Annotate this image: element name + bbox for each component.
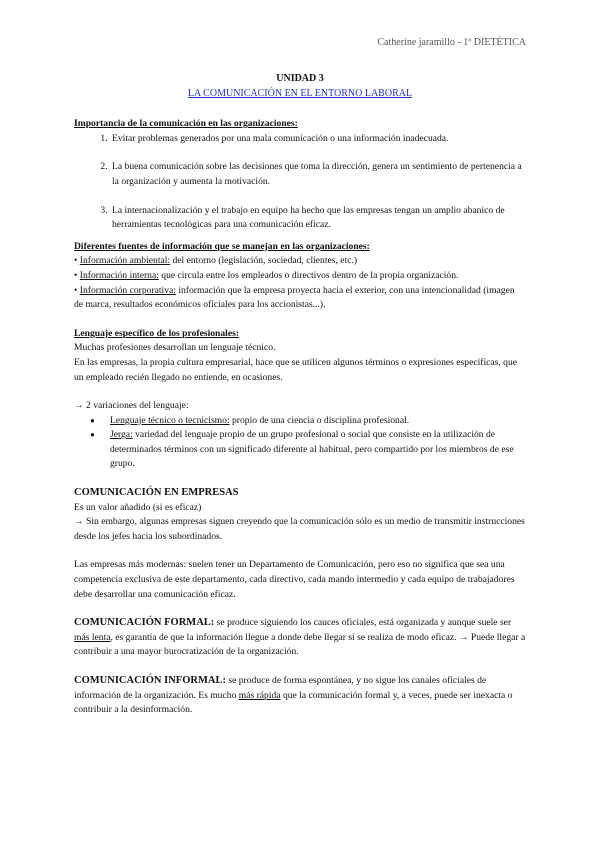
source-term: Información interna: [79, 269, 159, 281]
bullet: • [74, 255, 78, 267]
sources-item-corporativa [74, 284, 526, 313]
variation-text: variedad del lenguaje propio de un grupo profesional o social que consiste en la utilización de determinados términos con un significado diferente al habitual, pero compartido por los miembros de ese grupo. [110, 429, 514, 470]
list-item [110, 428, 526, 472]
informal-term: COMUNICACIÓN INFORMAL: [74, 675, 226, 686]
company-paragraph: → Sin embargo, algunas empresas siguen creyendo que la comunicación sólo es un medio de transmitir instrucciones desde los jefes hacia los subordinados. [74, 516, 525, 542]
sources-item-ambiental [74, 254, 526, 269]
formal-communication-paragraph [74, 616, 526, 660]
informal-text: que la comunicación formal y, a veces, puede ser inexacta o contribuir a la desinformación. [74, 689, 513, 716]
informal-communication-paragraph [74, 674, 526, 718]
unit-label: UNIDAD 3 [276, 73, 324, 84]
list-item: 3. La internacionalización y el trabajo en equipo ha hecho que las empresas tengan un amplio abanico de herramientas tecnológicas para una comunicación eficaz. [110, 204, 526, 233]
list-item: 1. Evitar problemas generados por una mala comunicación o una información inadecuada. [110, 132, 526, 147]
section-sources-heading: Diferentes fuentes de información que se manejan en las organizaciones: [74, 240, 370, 252]
language-variations: → 2 variaciones del lenguaje: [74, 400, 189, 412]
source-term: Información corporativa: [79, 284, 176, 296]
source-text: información que la empresa proyecta hacia el exterior, con una intencionalidad (imagen de marca, resultados económicos oficiales para los accionistas...). [74, 284, 515, 311]
section-language-heading: Lenguaje específico de los profesionales: [74, 327, 240, 339]
formal-text: , es garantía de que la información llegue a donde debe llegar si se realiza de modo eficaz. → Puede llegar a contribuir a una mayor burocratización de la organización. [74, 631, 526, 658]
informal-text: se produce de forma espontánea, y no sigue los canales oficiales de información de la organización. Es mucho [74, 675, 487, 701]
variation-term: Lenguaje técnico o tecnicismo: [110, 414, 230, 426]
source-text: del entorno (legislación, sociedad, clientes, etc.) [170, 255, 358, 267]
section-importance-heading: Importancia de la comunicación en las organizaciones: [74, 118, 298, 130]
document-body [74, 72, 526, 718]
list-item [110, 414, 526, 429]
bullet: • [74, 269, 78, 281]
variations-list [74, 414, 526, 472]
language-paragraph: Muchas profesiones desarrollan un lenguaje técnico. [74, 342, 276, 354]
bullet: • [74, 284, 78, 296]
list-item: 2. La buena comunicación sobre las decisiones que toma la dirección, genera un sentimiento de pertenencia a la organización y aumenta la motivación. [110, 160, 526, 189]
source-text: que circula entre los empleados o directivos dentro de la propia organización. [158, 269, 459, 281]
language-paragraph: En las empresas, la propia cultura empresarial, hace que se utilicen algunos términos o expresiones específicas, que un empleado recién llegado no entiende, en ocasiones. [74, 356, 518, 383]
formal-term: COMUNICACIÓN FORMAL: [74, 617, 215, 629]
document-title: LA COMUNICACIÓN EN EL ENTORNO LABORAL [187, 87, 413, 99]
variation-text: propio de una ciencia o disciplina profesional. [229, 414, 410, 426]
company-paragraph: Las empresas más modernas: suelen tener un Departamento de Comunicación, pero eso no significa que sea una competencia exclusiva de este departamento, cada directivo, cada mando intermedio y cada equipo de trabajadores debe desarrollar una comunicación eficaz. [74, 559, 515, 600]
page-header-author: Catherine jaramillo - 1º DIETÉTICA [377, 37, 526, 48]
company-paragraph: Es un valor añadido (si es eficaz) [74, 501, 202, 513]
section-company-heading: COMUNICACIÓN EN EMPRESAS [74, 487, 239, 499]
formal-text: se produce siguiendo los cauces oficiales, está organizada y aunque suele ser [214, 617, 512, 629]
importance-list [74, 132, 526, 233]
formal-highlight: más lenta [74, 631, 111, 643]
informal-highlight: más rápida [238, 689, 281, 701]
sources-item-interna [74, 269, 526, 284]
source-term: Información ambiental: [79, 255, 171, 267]
variation-term: Jerga: [110, 429, 133, 441]
